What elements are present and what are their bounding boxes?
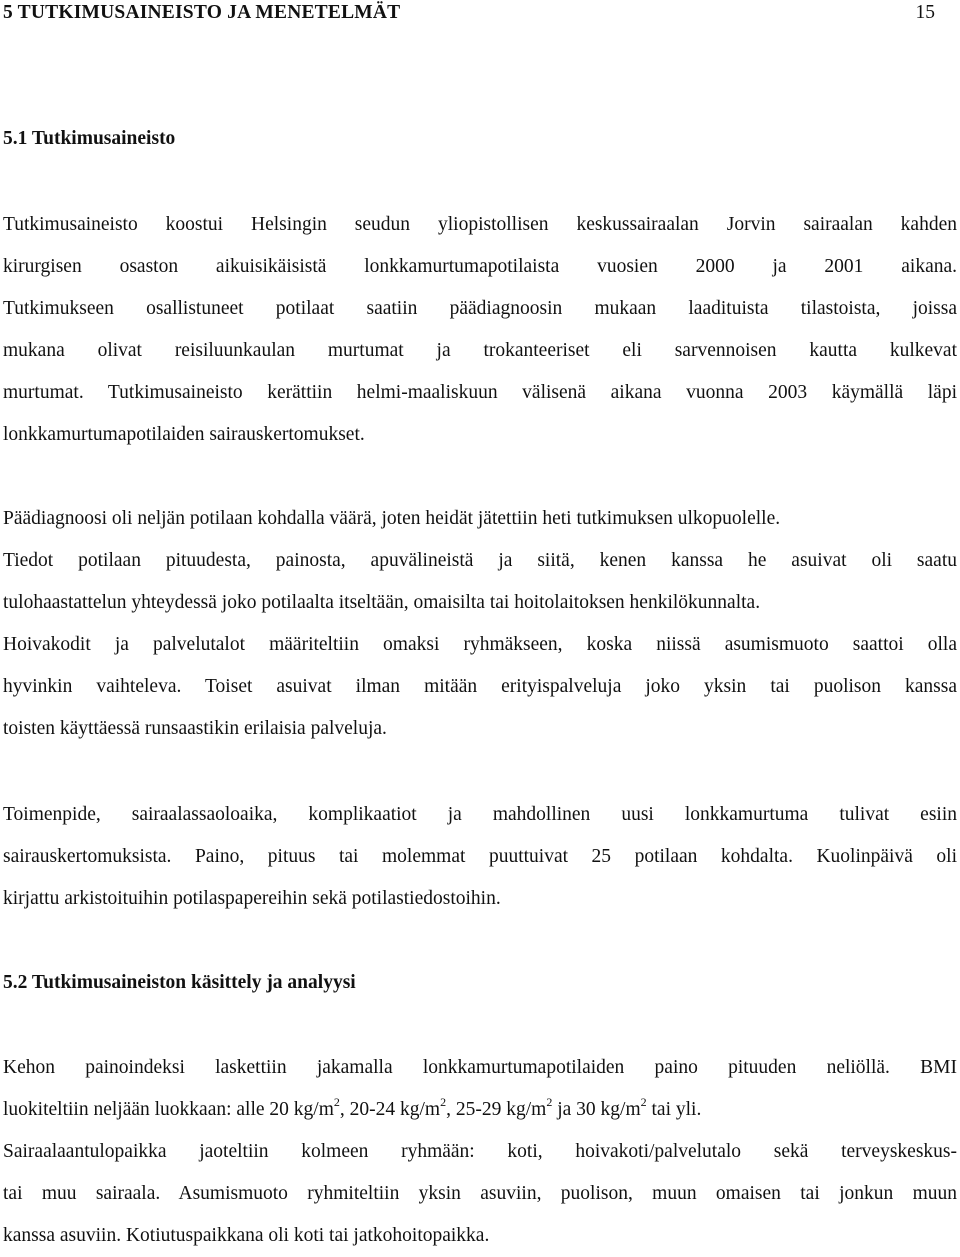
text-line: kirjattu arkistoituihin potilaspapereihin sekä potilastiedostoihin. <box>3 888 501 909</box>
section-heading-5-2: 5.2 Tutkimusaineiston käsittely ja analyysi <box>3 972 356 993</box>
text-line: Toimenpide, sairaalassaoloaika, komplikaatiot ja mahdollinen uusi lonkkamurtuma tulivat esiin <box>3 804 957 825</box>
section-heading-5-1: 5.1 Tutkimusaineisto <box>3 128 176 149</box>
paragraph-2 <box>3 498 957 750</box>
text-line: lonkkamurtumapotilaiden sairauskertomukset. <box>3 424 365 445</box>
text-line: tulohaastattelun yhteydessä joko potilaalta itseltään, omaisilta tai hoitolaitoksen henkilökunnalta. <box>3 592 761 613</box>
paragraph-3 <box>3 794 957 920</box>
text-line: hyvinkin vaihteleva. Toiset asuivat ilman mitään erityispalveluja joko yksin tai puolison kanssa <box>3 676 957 697</box>
paragraph-1 <box>3 204 957 456</box>
text-line: kanssa asuviin. Kotiutuspaikkana oli koti tai jatkohoitopaikka. <box>3 1225 490 1246</box>
text-line: Sairaalaantulopaikka jaoteltiin kolmeen ryhmään: koti, hoivakoti/palvelutalo sekä terveyskeskus- <box>3 1141 957 1162</box>
text-line: Tutkimukseen osallistuneet potilaat saatiin päädiagnoosin mukaan laadituista tilastoista, joissa <box>3 298 957 319</box>
text-line: Kehon painoindeksi laskettiin jakamalla lonkkamurtumapotilaiden paino pituuden neliöllä. BMI <box>3 1057 957 1078</box>
chapter-title: 5 TUTKIMUSAINEISTO JA MENETELMÄT <box>3 2 401 23</box>
paragraph-4 <box>3 1047 957 1257</box>
text-line-bmi-classes: luokiteltiin neljään luokkaan: alle 20 $kg/m^2$, 20-24 $kg/m^2$, 25-29 $kg/m^2$ ja 30 $kg/m^2$ tai yli. <box>3 1094 702 1120</box>
text-line: Päädiagnoosi oli neljän potilaan kohdalla väärä, joten heidät jätettiin heti tutkimuksen ulkopuolelle. <box>3 508 781 529</box>
text-line: Hoivakodit ja palvelutalot määriteltiin omaksi ryhmäkseen, koska niissä asumismuoto saattoi olla <box>3 634 957 655</box>
page-header <box>3 2 935 28</box>
text-line: kirurgisen osaston aikuisikäisistä lonkkamurtumapotilaista vuosien 2000 ja 2001 aikana. <box>3 256 957 277</box>
text-line: Tutkimusaineisto koostui Helsingin seudun yliopistollisen keskussairaalan Jorvin sairaalan kahden <box>3 214 957 235</box>
text-line: murtumat. Tutkimusaineisto kerättiin helmi-maaliskuun välisenä aikana vuonna 2003 käymällä läpi <box>3 382 957 403</box>
text-line: toisten käyttäessä runsaastikin erilaisia palveluja. <box>3 718 387 739</box>
page-number: 15 <box>915 2 935 23</box>
text-line: sairauskertomuksista. Paino, pituus tai molemmat puuttuivat 25 potilaan kohdalta. Kuolinpäivä oli <box>3 846 957 867</box>
text-line: tai muu sairaala. Asumismuoto ryhmiteltiin yksin asuviin, puolison, muun omaisen tai jonkun muun <box>3 1183 957 1204</box>
text-line: mukana olivat reisiluunkaulan murtumat ja trokanteeriset eli sarvennoisen kautta kulkevat <box>3 340 957 361</box>
text-line: Tiedot potilaan pituudesta, painosta, apuvälineistä ja siitä, kenen kanssa he asuivat oli saatu <box>3 550 957 571</box>
